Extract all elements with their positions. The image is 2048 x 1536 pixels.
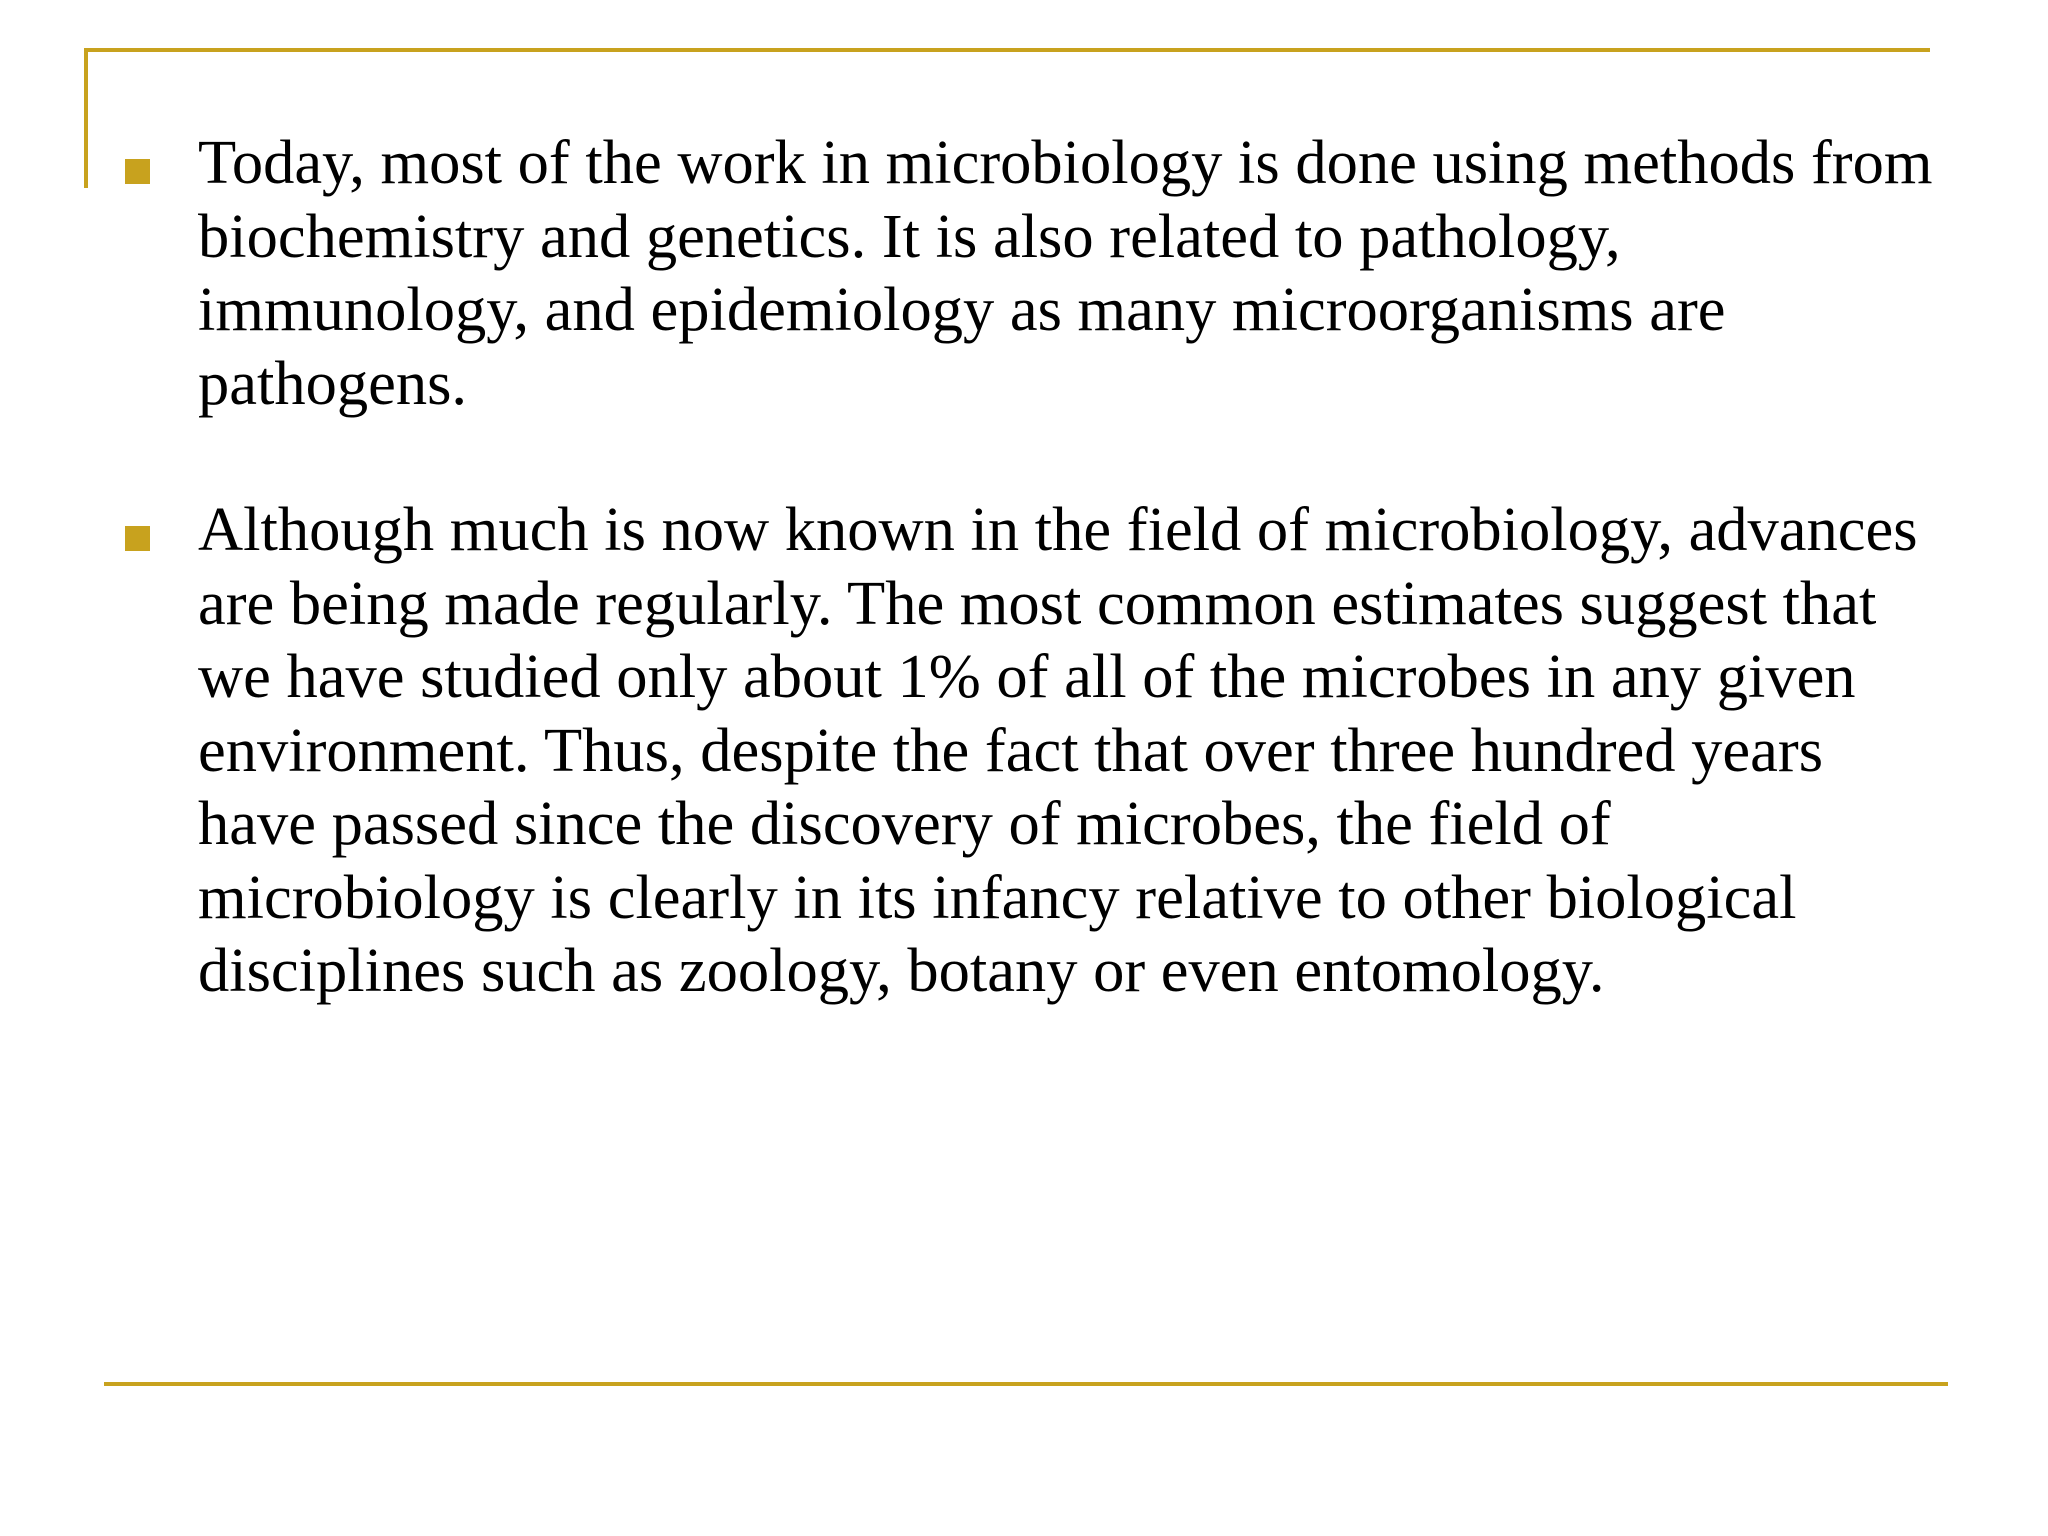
- bullet-item: [125, 493, 1945, 1008]
- bottom-decorative-line: [104, 1382, 1948, 1386]
- left-decorative-line: [84, 48, 88, 188]
- bullet-text: Although much is now known in the field of microbiology, advances are being made regularly. The most common estimates suggest that we have studied only about 1% of all of the microbes in any given environment. Thus, despite the fact that over three hundred years have passed since the discovery of microbes, the field of microbiology is clearly in its infancy relative to other biological disciplines such as zoology, botany or even entomology.: [198, 494, 1918, 1005]
- bullet-text: Today, most of the work in microbiology is done using methods from biochemistry and genetics. It is also related to pathology, immunology, and epidemiology as many microorganisms are pathogens.: [198, 127, 1933, 418]
- square-bullet-icon: [125, 526, 150, 551]
- top-decorative-line: [84, 48, 1930, 52]
- bullet-item: [125, 126, 1945, 420]
- square-bullet-icon: [125, 159, 150, 184]
- bullet-list: [125, 126, 1945, 1008]
